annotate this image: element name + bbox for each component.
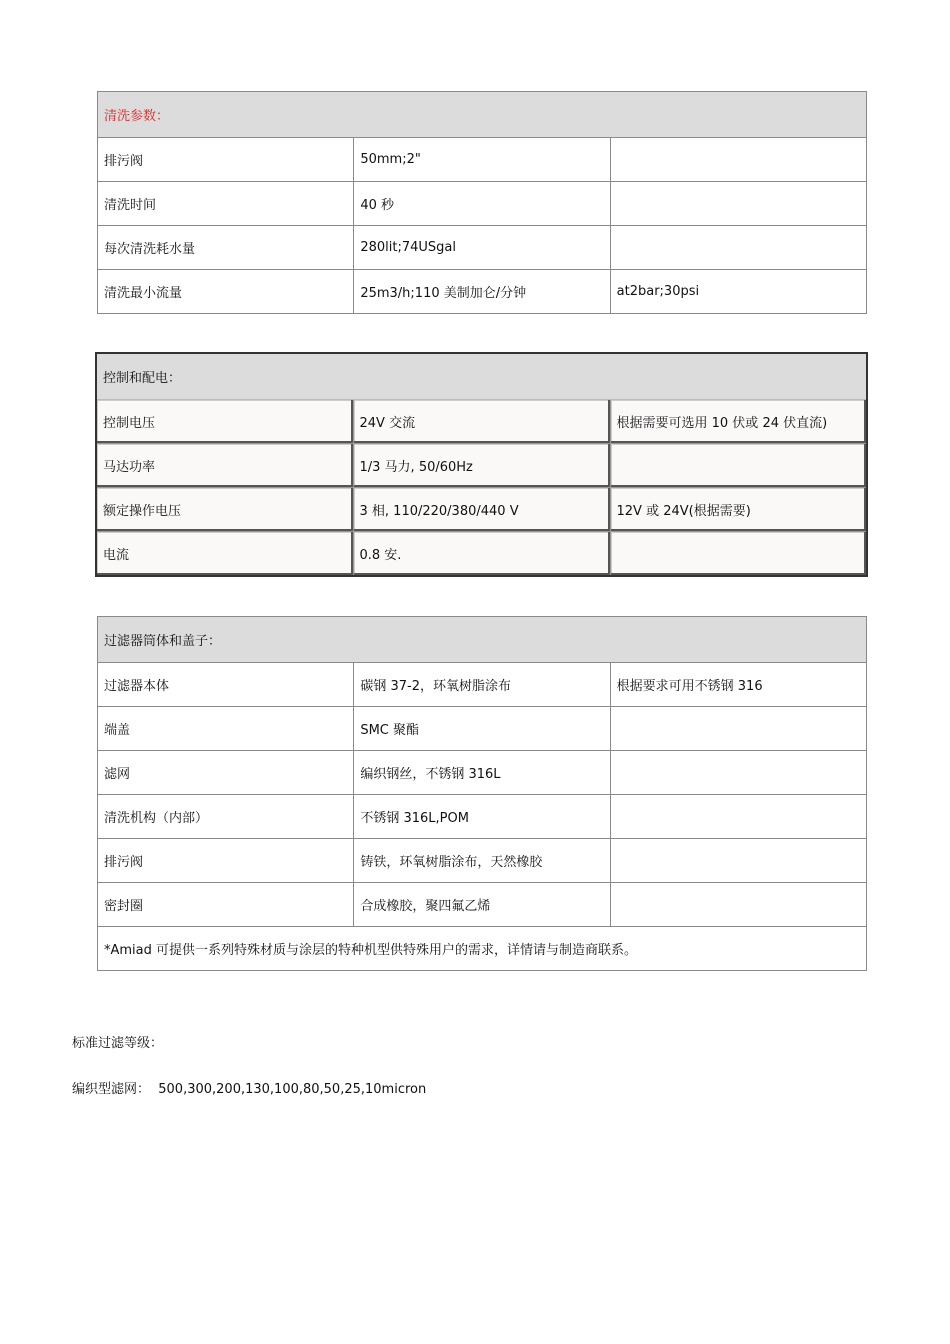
param-note: 12V 或 24V(根据需要) [610,488,867,532]
table-row [98,795,867,839]
param-value: 25m3/h;110 美制加仑/分钟 [354,270,610,314]
param-label: 过滤器本体 [98,663,354,707]
param-value: 编织钢丝，不锈钢 316L [354,751,610,795]
table-row [98,182,867,226]
param-label: 清洗时间 [98,182,354,226]
param-label: 排污阀 [98,839,354,883]
param-value: 碳钢 37-2，环氧树脂涂布 [354,663,610,707]
param-note: at2bar;30psi [610,270,866,314]
param-value: 40 秒 [354,182,610,226]
param-note [610,707,866,751]
param-note [610,138,866,182]
param-note [610,883,866,927]
param-note [610,226,866,270]
standard-grade-title: 标准过滤等级： [72,1036,164,1051]
cleaning-params-header: 清洗参数： [98,92,867,138]
param-label: 端盖 [98,707,354,751]
param-value: 铸铁，环氧树脂涂布，天然橡胶 [354,839,610,883]
param-value: 50mm;2" [354,138,610,182]
table-row [98,270,867,314]
table-row [98,138,867,182]
param-note [610,532,867,577]
table-row [96,488,867,532]
param-note: 根据需要可选用 10 伏或 24 伏直流) [610,400,867,444]
param-value: 不锈钢 316L,POM [354,795,610,839]
table-row [98,751,867,795]
param-note: 根据要求可用不锈钢 316 [610,663,866,707]
mesh-grades-line: 编织型滤网： 500,300,200,130,100,80,50,25,10micron [72,1082,427,1097]
param-label: 清洗机构（内部） [98,795,354,839]
param-label: 额定操作电压 [96,488,353,532]
housing-cover-header: 过滤器筒体和盖子： [98,617,867,663]
param-label: 控制电压 [96,400,353,444]
param-note [610,795,866,839]
housing-cover-table [97,616,867,971]
param-value: 24V 交流 [353,400,610,444]
param-label: 每次清洗耗水量 [98,226,354,270]
param-value: 0.8 安. [353,532,610,577]
param-value: 1/3 马力, 50/60Hz [353,444,610,488]
table-row [98,226,867,270]
param-value: SMC 聚酯 [354,707,610,751]
param-label: 马达功率 [96,444,353,488]
param-label: 电流 [96,532,353,577]
param-note [610,751,866,795]
table-row [98,839,867,883]
param-label: 滤网 [98,751,354,795]
table-row [98,707,867,751]
table-row [96,400,867,444]
table-row [98,663,867,707]
cleaning-params-table [97,91,867,314]
param-value: 合成橡胶，聚四氟乙烯 [354,883,610,927]
housing-footnote: *Amiad 可提供一系列特殊材质与涂层的特种机型供特殊用户的需求，详情请与制造商联系。 [98,927,867,971]
param-label: 排污阀 [98,138,354,182]
param-note [610,182,866,226]
param-label: 密封圈 [98,883,354,927]
table-row [96,444,867,488]
table-row [98,883,867,927]
param-note [610,839,866,883]
control-power-table [95,352,868,577]
table-row [96,532,867,577]
control-power-header: 控制和配电： [96,353,867,400]
param-value: 280lit;74USgal [354,226,610,270]
param-label: 清洗最小流量 [98,270,354,314]
param-value: 3 相, 110/220/380/440 V [353,488,610,532]
param-note [610,444,867,488]
